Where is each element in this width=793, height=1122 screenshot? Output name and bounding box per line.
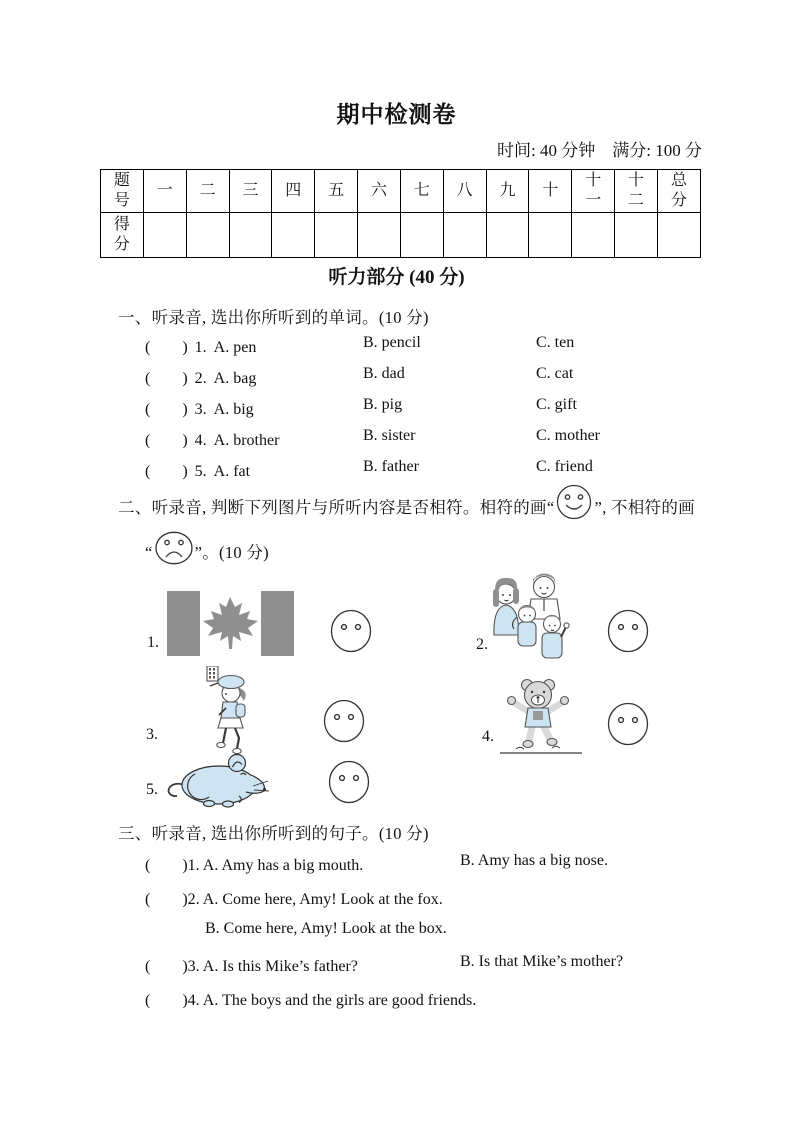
answer-paren[interactable]: ( ): [145, 891, 188, 908]
mouse-image: [165, 749, 269, 809]
score-cell[interactable]: [143, 213, 186, 258]
item-number: 4.: [482, 728, 494, 745]
col-11: 十一: [572, 170, 615, 213]
answer-paren[interactable]: ( ): [145, 339, 188, 356]
col-4: 四: [272, 170, 315, 213]
question-cell: [145, 365, 363, 388]
score-label: 得分: [101, 213, 144, 258]
option-a: A. Is this Mike’s father?: [202, 958, 358, 975]
part2-heading-text: 二、听录音, 判断下列图片与所听内容是否相符。相符的画“: [118, 498, 555, 517]
option-b: B. Amy has a big nose.: [460, 852, 608, 869]
question-number: 5.: [194, 463, 207, 480]
part3-question-row: [145, 987, 476, 1010]
canada-flag-image: [167, 591, 294, 656]
part2-heading-text: ”, 不相符的画: [594, 498, 695, 517]
option-a: A. bag: [213, 370, 257, 387]
option-a: A. Amy has a big mouth.: [202, 857, 364, 874]
total-score-label: 总分: [657, 170, 700, 213]
answer-paren[interactable]: ( ): [145, 958, 188, 975]
question-number: 4.: [187, 992, 200, 1009]
page-title: 期中检测卷: [336, 102, 457, 127]
part1-question-row: [145, 458, 593, 481]
question-number: 1.: [194, 339, 207, 356]
listening-section-title: 听力部分 (40 分): [328, 267, 465, 288]
score-cell[interactable]: [358, 213, 401, 258]
option-a: A. The boys and the girls are good friends.: [202, 992, 477, 1009]
happy-face-icon: [555, 483, 593, 521]
score-cell[interactable]: [529, 213, 572, 258]
part3-question-row: [145, 886, 443, 909]
col-1: 一: [143, 170, 186, 213]
part1-question-row: [145, 365, 573, 388]
part3-question-row: [145, 953, 623, 976]
option-a: A. brother: [213, 432, 280, 449]
option-c: C. friend: [536, 458, 593, 475]
girl-walking-image: [193, 666, 269, 762]
option-c: C. gift: [536, 396, 577, 413]
family-image: [486, 569, 580, 659]
question-number: 2.: [187, 891, 200, 908]
part1-question-row: [145, 396, 577, 419]
answer-paren[interactable]: ( ): [145, 401, 188, 418]
answer-paren[interactable]: ( ): [145, 463, 188, 480]
option-a: A. pen: [213, 339, 257, 356]
col-8: 八: [443, 170, 486, 213]
col-10: 十: [529, 170, 572, 213]
score-cell[interactable]: [572, 213, 615, 258]
score-cell[interactable]: [486, 213, 529, 258]
option-c: C. mother: [536, 427, 600, 444]
item-number: 5.: [146, 781, 158, 798]
score-table-header-row: [101, 170, 701, 213]
score-cell[interactable]: [272, 213, 315, 258]
item-number: 3.: [146, 726, 158, 743]
option-b: B. sister: [363, 427, 416, 444]
part1-question-row: [145, 334, 574, 357]
score-cell[interactable]: [186, 213, 229, 258]
score-table: [100, 169, 701, 258]
question-cell: [145, 953, 460, 976]
question-cell: [145, 334, 363, 357]
col-12: 十二: [615, 170, 658, 213]
option-b: B. pig: [363, 396, 403, 413]
score-table-score-row: [101, 213, 701, 258]
col-6: 六: [358, 170, 401, 213]
answer-paren[interactable]: ( ): [145, 370, 188, 387]
part1-heading: 一、听录音, 选出你所听到的单词。(10 分): [118, 308, 429, 327]
col-3: 三: [229, 170, 272, 213]
score-cell[interactable]: [315, 213, 358, 258]
score-cell[interactable]: [443, 213, 486, 258]
option-a: A. fat: [213, 463, 251, 480]
blank-face-icon[interactable]: [607, 702, 649, 746]
option-a: A. Come here, Amy! Look at the fox.: [202, 891, 443, 908]
option-c: C. cat: [536, 365, 574, 382]
blank-face-icon[interactable]: [323, 699, 365, 743]
blank-face-icon[interactable]: [328, 760, 370, 804]
col-7: 七: [400, 170, 443, 213]
part2-heading-line1: [118, 483, 695, 518]
col-2: 二: [186, 170, 229, 213]
score-cell[interactable]: [615, 213, 658, 258]
col-9: 九: [486, 170, 529, 213]
part2-heading-text: “: [145, 543, 153, 562]
option-c: C. ten: [536, 334, 575, 351]
bear-jumping-image: [498, 675, 584, 755]
question-number: 3.: [194, 401, 207, 418]
part1-question-row: [145, 427, 600, 450]
option-b: B. dad: [363, 365, 405, 382]
part2-heading-text: ”。(10 分): [194, 543, 269, 562]
blank-face-icon[interactable]: [330, 609, 372, 653]
question-number-label: 题号: [101, 170, 144, 213]
question-cell: [145, 396, 363, 419]
option-b: B. pencil: [363, 334, 421, 351]
answer-paren[interactable]: ( ): [145, 992, 188, 1009]
question-cell: [145, 427, 363, 450]
question-number: 4.: [194, 432, 207, 449]
option-a: A. big: [213, 401, 254, 418]
question-number: 2.: [194, 370, 207, 387]
total-score-cell[interactable]: [657, 213, 700, 258]
col-5: 五: [315, 170, 358, 213]
option-b: B. Is that Mike’s mother?: [460, 953, 624, 970]
answer-paren[interactable]: ( ): [145, 857, 188, 874]
question-cell: [145, 852, 460, 875]
item-number: 1.: [147, 634, 159, 651]
question-number: 3.: [187, 958, 200, 975]
score-cell[interactable]: [229, 213, 272, 258]
part3-question-row: [145, 852, 608, 875]
question-cell: [145, 458, 363, 481]
question-number: 1.: [187, 857, 200, 874]
score-cell[interactable]: [400, 213, 443, 258]
answer-paren[interactable]: ( ): [145, 432, 188, 449]
blank-face-icon[interactable]: [607, 609, 649, 653]
part3-option-b-line: [205, 920, 447, 938]
item-number: 2.: [476, 636, 488, 653]
option-b: B. Come here, Amy! Look at the box.: [205, 920, 447, 937]
part3-heading: 三、听录音, 选出你所听到的句子。(10 分): [118, 824, 429, 843]
exam-time-score-info: 时间: 40 分钟 满分: 100 分: [497, 141, 702, 160]
option-b: B. father: [363, 458, 419, 475]
sad-face-icon: [154, 530, 194, 566]
part2-heading-line2: [145, 530, 269, 563]
